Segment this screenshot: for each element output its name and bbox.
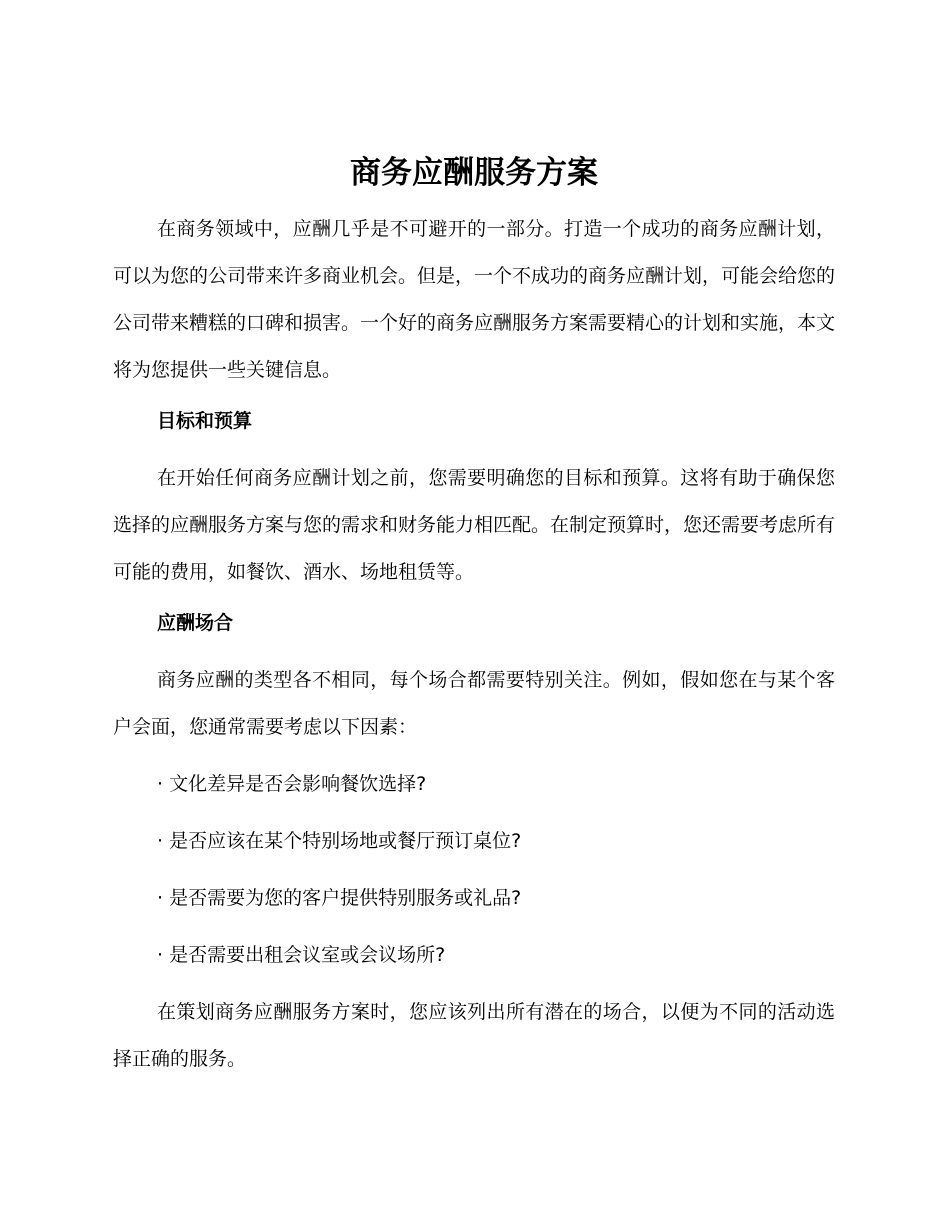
goals-budget-paragraph: 在开始任何商务应酬计划之前，您需要明确您的目标和预算。这将有助于确保您选择的应酬服务方案与您的需求和财务能力相匹配。在制定预算时，您还需要考虑所有可能的费用，如餐饮、酒水、场地租赁等。 xyxy=(113,467,836,583)
list-item: · 是否应该在某个特别场地或餐厅预订桌位? xyxy=(157,830,522,852)
occasions-paragraph: 商务应酬的类型各不相同，每个场合都需要特别关注。例如，假如您在与某个客户会面，您通常需要考虑以下因素： xyxy=(113,669,835,738)
list-item: · 是否需要为您的客户提供特别服务或礼品? xyxy=(157,887,522,909)
considerations-list xyxy=(113,761,835,979)
document-page xyxy=(113,150,835,1083)
closing-paragraph: 在策划商务应酬服务方案时，您应该列出所有潜在的场合，以便为不同的活动选择正确的服务。 xyxy=(113,1001,835,1070)
list-item: · 是否需要出租会议室或会议场所? xyxy=(157,944,446,966)
list-item: · 文化差异是否会影响餐饮选择? xyxy=(157,773,427,795)
section-heading-occasions: 应酬场合 xyxy=(157,612,234,634)
document-title: 商务应酬服务方案 xyxy=(350,155,598,191)
intro-paragraph: 在商务领域中，应酬几乎是不可避开的一部分。打造一个成功的商务应酬计划，可以为您的公司带来许多商业机会。但是，一个不成功的商务应酬计划，可能会给您的公司带来糟糕的口碑和损害。一个好的商务应酬服务方案需要精心的计划和实施，本文将为您提供一些关键信息。 xyxy=(113,218,836,381)
section-heading-goals-budget: 目标和预算 xyxy=(157,410,253,432)
